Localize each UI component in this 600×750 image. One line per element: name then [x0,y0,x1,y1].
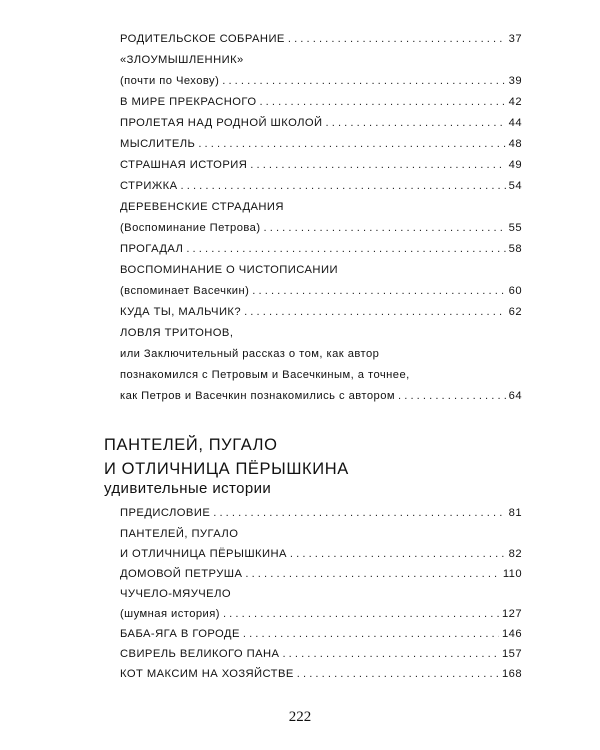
toc-entry-page: 127 [499,608,522,620]
toc-entry[interactable] [120,548,522,568]
leader-dots [198,138,505,150]
toc-entry[interactable] [120,588,522,608]
toc-entry-title: «ЗЛОУМЫШЛЕННИК» [120,54,244,66]
toc-entry-title: (Воспоминание Петрова) [120,222,264,234]
toc-entry[interactable] [120,138,522,158]
toc-entry-title: ВОСПОМИНАНИЕ О ЧИСТОПИСАНИИ [120,264,338,276]
toc-entry-title: ДОМОВОЙ ПЕТРУША [120,568,245,580]
toc-entry-title: (вспоминает Васечкин) [120,285,252,297]
toc-entry[interactable] [120,568,522,588]
toc-entry[interactable] [120,180,522,200]
leader-dots [243,628,499,640]
toc-entry-title: познакомился с Петровым и Васечкиным, а точнее, [120,369,410,381]
toc-entry-title: ПРОГАДАЛ [120,243,186,255]
toc-entry[interactable] [120,628,522,648]
toc-entry-page: 146 [499,628,522,640]
toc-entry-title: СТРИЖКА [120,180,181,192]
leader-dots [252,285,505,297]
leader-dots [186,243,505,255]
toc-entry[interactable] [120,327,522,347]
toc-entry-page: 81 [506,507,522,519]
toc-entry[interactable] [120,243,522,263]
leader-dots [181,180,506,192]
toc-entry-title: ЧУЧЕЛО-МЯУЧЕЛО [120,588,232,600]
leader-dots [223,608,499,620]
toc-entry-title: ПРОЛЕТАЯ НАД РОДНОЙ ШКОЛОЙ [120,117,326,129]
toc-entry[interactable] [120,668,522,688]
toc-entry[interactable] [120,390,522,410]
toc-entry-title: КОТ МАКСИМ НА ХОЗЯЙСТВЕ [120,668,297,680]
toc-entry[interactable] [120,75,522,95]
toc-entry[interactable] [120,159,522,179]
toc-entry-page: 168 [499,668,522,680]
toc-entry-page: 64 [506,390,522,402]
toc-entry[interactable] [120,264,522,284]
toc-entry-page: 82 [506,548,522,560]
toc-entry-title: ЛОВЛЯ ТРИТОНОВ, [120,327,234,339]
page-number: 222 [288,709,312,725]
section-title-line-1: ПАНТЕЛЕЙ, ПУГАЛО [104,436,278,454]
toc-entry-page: 44 [506,117,522,129]
toc-entry-title: или Заключительный рассказ о том, как автор [120,348,380,360]
toc-entry-title: МЫСЛИТЕЛЬ [120,138,198,150]
toc-entry[interactable] [120,648,522,668]
toc-entry-page: 54 [506,180,522,192]
toc-entry[interactable] [120,348,522,368]
toc-entry-title: (почти по Чехову) [120,75,222,87]
toc-entry-title: (шумная история) [120,608,223,620]
toc-entry-page: 42 [506,96,522,108]
leader-dots [282,648,499,660]
toc-entry-page: 58 [506,243,522,255]
toc-entry-title: И ОТЛИЧНИЦА ПЁРЫШКИНА [120,548,290,560]
leader-dots [250,159,505,171]
toc-entry-page: 49 [506,159,522,171]
leader-dots [222,75,505,87]
toc-entry[interactable] [120,528,522,548]
leader-dots [398,390,506,402]
toc-entry-page: 37 [506,33,522,45]
toc-entry[interactable] [120,222,522,242]
toc-entry[interactable] [120,285,522,305]
leader-dots [264,222,506,234]
toc-entry-page: 62 [506,306,522,318]
leader-dots [288,33,506,45]
toc-entry[interactable] [120,306,522,326]
toc-entry[interactable] [120,117,522,137]
toc-entry-page: 110 [500,568,522,580]
toc-entry[interactable] [120,608,522,628]
leader-dots [290,548,506,560]
toc-entry[interactable] [120,507,522,527]
section-title-line-2: И ОТЛИЧНИЦА ПЁРЫШКИНА [104,460,349,478]
toc-entry-page: 48 [506,138,522,150]
toc-entry-page: 60 [506,285,522,297]
toc-entry[interactable] [120,369,522,389]
toc-entry-title: ПРЕДИСЛОВИЕ [120,507,213,519]
leader-dots [245,568,499,580]
toc-entry-title: РОДИТЕЛЬСКОЕ СОБРАНИЕ [120,33,288,45]
toc-entry[interactable] [120,54,522,74]
section-subtitle: удивительные истории [104,480,272,497]
toc-entry-title: В МИРЕ ПРЕКРАСНОГО [120,96,259,108]
toc-entry-title: КУДА ТЫ, МАЛЬЧИК? [120,306,244,318]
toc-entry-page: 39 [506,75,522,87]
leader-dots [326,117,506,129]
toc-entry-title: ПАНТЕЛЕЙ, ПУГАЛО [120,528,239,540]
toc-entry-title: ДЕРЕВЕНСКИЕ СТРАДАНИЯ [120,201,284,213]
toc-entry[interactable] [120,201,522,221]
toc-entry[interactable] [120,33,522,53]
leader-dots [213,507,505,519]
leader-dots [244,306,506,318]
leader-dots [297,668,499,680]
toc-entry-page: 157 [499,648,522,660]
leader-dots [259,96,505,108]
toc-entry[interactable] [120,96,522,116]
toc-entry-title: как Петров и Васечкин познакомились с автором [120,390,398,402]
toc-entry-title: БАБА-ЯГА В ГОРОДЕ [120,628,243,640]
toc-entry-title: СТРАШНАЯ ИСТОРИЯ [120,159,250,171]
toc-entry-title: СВИРЕЛЬ ВЕЛИКОГО ПАНА [120,648,282,660]
toc-entry-page: 55 [506,222,522,234]
